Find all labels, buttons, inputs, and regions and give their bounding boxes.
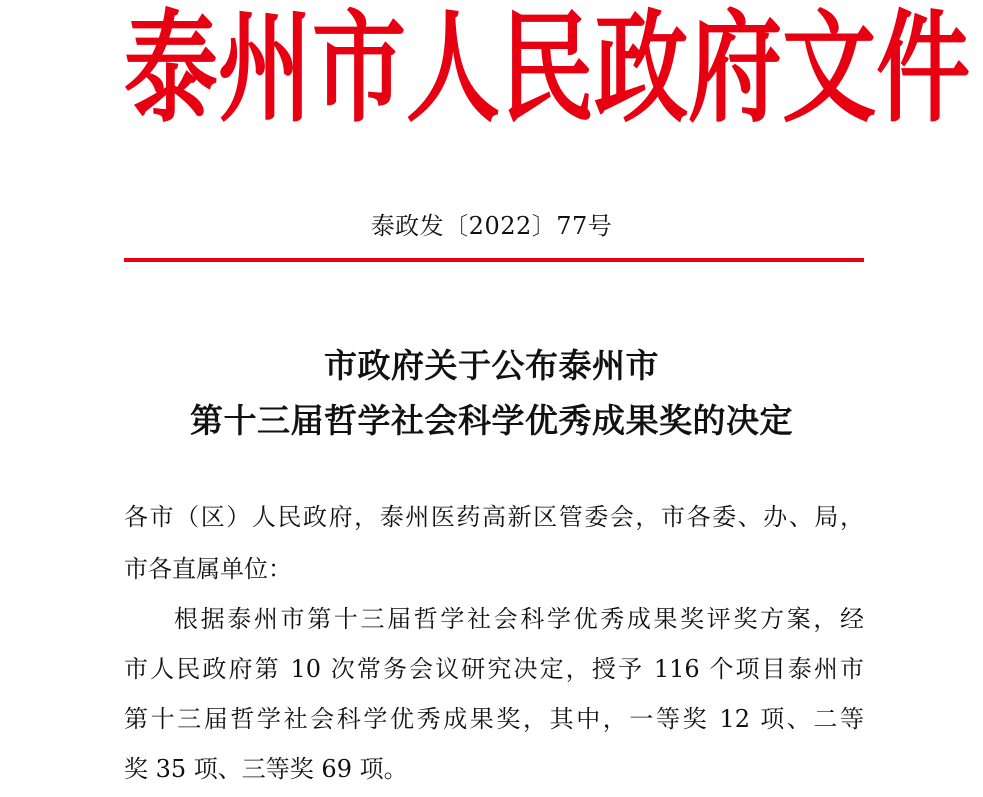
document-title-line-1: 市政府关于公布泰州市 [324, 346, 659, 385]
masthead-char: 人 [406, 0, 501, 140]
masthead-char: 政 [594, 0, 689, 140]
masthead-char: 市 [312, 0, 407, 140]
masthead [124, 0, 971, 140]
masthead-char: 文 [782, 0, 877, 140]
masthead-char: 件 [876, 0, 971, 140]
masthead-char: 民 [500, 0, 595, 140]
masthead-char: 州 [218, 0, 313, 140]
paragraph-line-3: 第十三届哲学社会科学优秀成果奖，其中，一等奖 12 项、二等 [124, 705, 864, 733]
document-number: 泰政发〔2022〕77号 [370, 212, 613, 240]
paragraph-line-2: 市人民政府第 10 次常务会议研究决定，授予 116 个项目泰州市 [124, 655, 864, 683]
paragraph-line-4: 奖 35 项、三等奖 69 项。 [124, 755, 408, 783]
document-title-line-2: 第十三届哲学社会科学优秀成果奖的决定 [190, 401, 793, 440]
addressee-line-2: 市各直属单位： [124, 555, 292, 583]
addressee-line-1: 各市（区）人民政府，泰州医药高新区管委会，市各委、办、局， [124, 503, 864, 531]
masthead-char: 府 [688, 0, 783, 140]
red-divider-line [124, 258, 864, 262]
paragraph-line-1: 根据泰州市第十三届哲学社会科学优秀成果奖评奖方案，经 [174, 605, 864, 633]
masthead-char: 泰 [124, 0, 219, 140]
